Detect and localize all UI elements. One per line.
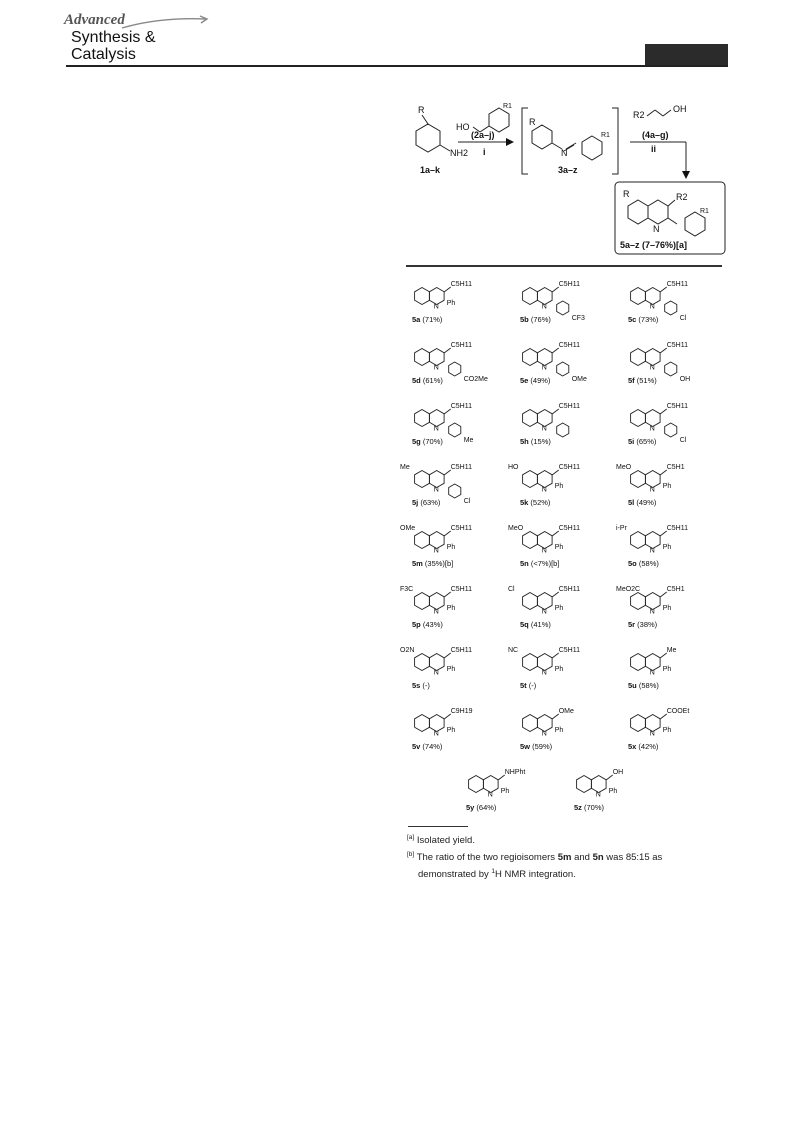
aryl-label: Ph [446, 544, 456, 551]
aniline-R: R [418, 105, 425, 115]
pyridine-ring [537, 654, 552, 671]
pyridine-ring [537, 288, 552, 305]
nitrogen-label: N [541, 364, 547, 372]
benzo-ring [469, 776, 484, 793]
entry-label: 5x (42%) [628, 742, 659, 751]
footnote-b-text4: H NMR integration. [495, 869, 576, 881]
benzo-ring [415, 654, 430, 671]
benzo-ring [523, 654, 538, 671]
footnotes [407, 831, 727, 882]
entry-5x [628, 708, 689, 751]
entry-5e [520, 342, 587, 385]
aryl-substituent: Me [463, 437, 474, 444]
product-N: N [653, 224, 660, 234]
ring-substituent: F3C [400, 586, 414, 593]
pyridine-ring [483, 776, 498, 793]
aryl-label: Ph [662, 544, 672, 551]
chain-label: C5H11 [666, 525, 689, 532]
aryl-label: Ph [662, 666, 672, 673]
header-tab [645, 44, 728, 65]
pyridine-ring [537, 471, 552, 488]
entry-label: 5w (59%) [520, 742, 553, 751]
chain-bond [660, 287, 667, 292]
aryl-label: Ph [554, 483, 564, 490]
pyridine-ring [429, 532, 444, 549]
ring-substituent: OMe [400, 525, 416, 532]
pyridine-ring [429, 349, 444, 366]
journal-logo [64, 12, 204, 62]
chain-bond [552, 653, 559, 658]
entry-label: 5c (73%) [628, 315, 659, 324]
entry-label: 5o (58%) [628, 559, 659, 568]
pyridine-ring [429, 654, 444, 671]
chain-label: C5H11 [450, 281, 473, 288]
ring-substituent: O2N [400, 647, 415, 654]
chain-label: OH [612, 769, 624, 776]
benzo-ring [415, 349, 430, 366]
chain-bond [444, 531, 451, 536]
entry-label: 5i (65%) [628, 437, 657, 446]
nitrogen-label: N [649, 730, 655, 738]
footnote-a-mark: [a] [407, 834, 415, 841]
aryl-ring [665, 301, 677, 315]
entry-label: 5t (-) [520, 681, 537, 690]
benzo-ring [631, 654, 646, 671]
benzo-ring [631, 715, 646, 732]
aryl-label: Ph [500, 788, 510, 795]
nitrogen-label: N [541, 486, 547, 494]
pyridine-ring [429, 288, 444, 305]
ring-substituent: MeO2C [616, 586, 641, 593]
chain-label: C5H11 [558, 586, 581, 593]
chain-bond [444, 470, 451, 475]
chain-label: NHPht [504, 769, 526, 776]
chain-label: OMe [558, 708, 574, 715]
nitrogen-label: N [433, 730, 439, 738]
aryl-substituent: CO2Me [463, 376, 488, 383]
aryl-ring [665, 423, 677, 437]
chain-bond [660, 653, 667, 658]
benzo-ring [523, 471, 538, 488]
aryl-ring [449, 484, 461, 498]
ring-substituent: NC [508, 647, 519, 654]
entry-5a [412, 281, 472, 324]
chain-bond [552, 287, 559, 292]
step-ii: ii [651, 144, 657, 154]
entry-5s [400, 647, 472, 690]
entry-5m [400, 525, 472, 568]
reagent1-R1: R1 [503, 103, 512, 110]
benzo-ring [415, 410, 430, 427]
nitrogen-label: N [649, 486, 655, 494]
chain-label: C5H1 [666, 586, 685, 593]
nitrogen-label: N [649, 364, 655, 372]
benzo-ring [631, 532, 646, 549]
entry-5y [466, 769, 525, 812]
entry-5n [508, 525, 580, 568]
aryl-substituent: Cl [463, 498, 471, 505]
chain-bond [660, 531, 667, 536]
chain-label: C5H11 [558, 647, 581, 654]
entry-label: 5y (64%) [466, 803, 497, 812]
entry-5z [574, 769, 623, 812]
footnote-b-cmpd2: 5n [592, 852, 604, 864]
benzo-ring [631, 471, 646, 488]
entry-5q [508, 586, 580, 629]
chain-label: COOEt [666, 708, 690, 715]
table-rule [406, 265, 722, 267]
benzo-ring [631, 288, 646, 305]
product-structure [628, 200, 705, 236]
aryl-substituent: Cl [679, 437, 687, 444]
pyridine-ring [429, 715, 444, 732]
benzo-ring [577, 776, 592, 793]
chain-label: C5H11 [558, 525, 581, 532]
benzo-ring [415, 532, 430, 549]
entry-label: 5j (63%) [412, 498, 441, 507]
entry-5r [616, 586, 685, 629]
chain-label: C5H11 [450, 525, 473, 532]
footnote-a [407, 831, 727, 848]
imine-R: R [529, 117, 536, 127]
aryl-label: Ph [446, 300, 456, 307]
pyridine-ring [429, 593, 444, 610]
aryl-substituent: Cl [679, 315, 687, 322]
product-R: R [623, 189, 630, 199]
nitrogen-label: N [433, 303, 439, 311]
chain-bond [660, 592, 667, 597]
chain-label: C5H11 [558, 464, 581, 471]
aryl-label: Ph [554, 727, 564, 734]
entry-label: 5z (70%) [574, 803, 605, 812]
aniline-NH2: NH2 [450, 148, 469, 158]
benzo-ring [415, 288, 430, 305]
nitrogen-label: N [595, 791, 601, 799]
entry-label: 5p (43%) [412, 620, 443, 629]
chain-label: C5H11 [450, 647, 473, 654]
aryl-substituent: CF3 [571, 315, 585, 322]
chain-bond [660, 348, 667, 353]
nitrogen-label: N [433, 608, 439, 616]
product-R2: R2 [676, 192, 688, 202]
chain-bond [552, 470, 559, 475]
nitrogen-label: N [649, 425, 655, 433]
aryl-label: Ph [446, 605, 456, 612]
footnote-b-text3: demonstrated by [418, 869, 489, 881]
entry-label: 5k (52%) [520, 498, 551, 507]
benzo-ring [415, 593, 430, 610]
entry-5g [412, 403, 474, 446]
imine-R1: R1 [601, 132, 610, 139]
entry-5j [400, 464, 472, 507]
entry-label: 5u (58%) [628, 681, 659, 690]
footnote-b-mark: [b] [407, 851, 415, 859]
aryl-label: Ph [446, 666, 456, 673]
nitrogen-label: N [541, 425, 547, 433]
benzo-ring [523, 410, 538, 427]
entry-label: 5s (-) [412, 681, 430, 690]
chain-label: C5H11 [666, 342, 689, 349]
entry-label: 5n (<7%)[b] [520, 559, 560, 568]
chain-label: C5H11 [666, 403, 689, 410]
header-rule [66, 65, 728, 67]
chain-label: C5H11 [450, 586, 473, 593]
entry-label: 5d (61%) [412, 376, 443, 385]
aryl-substituent: OMe [571, 376, 587, 383]
benzo-ring [631, 349, 646, 366]
benzo-ring [523, 532, 538, 549]
chain-label: Me [666, 647, 677, 654]
label-5a-z: 5a–z (7–76%)[a] [620, 240, 688, 250]
entry-label: 5v (74%) [412, 742, 443, 751]
pyridine-ring [645, 410, 660, 427]
entry-5l [616, 464, 685, 507]
chain-label: C5H11 [558, 281, 581, 288]
entry-5d [412, 342, 488, 385]
entry-5b [520, 281, 585, 324]
ring-substituent: i-Pr [616, 525, 627, 532]
footnote-b-nmr-sup: 1 [491, 868, 496, 876]
nitrogen-label: N [541, 669, 547, 677]
chain-bond [606, 775, 613, 780]
entry-label: 5q (41%) [520, 620, 551, 629]
nitrogen-label: N [649, 669, 655, 677]
pyridine-ring [429, 410, 444, 427]
chain-bond [444, 653, 451, 658]
pyridine-ring [645, 532, 660, 549]
ring-substituent: MeO [508, 525, 524, 532]
nitrogen-label: N [541, 303, 547, 311]
entry-5h [520, 403, 580, 446]
label-4a-g: (4a–g) [642, 130, 669, 140]
nitrogen-label: N [649, 608, 655, 616]
chain-bond [444, 348, 451, 353]
entry-label: 5b (76%) [520, 315, 551, 324]
chain-bond [552, 592, 559, 597]
entry-5o [616, 525, 688, 568]
alcohol-4-structure [647, 110, 671, 116]
entry-label: 5h (15%) [520, 437, 551, 446]
aryl-ring [449, 423, 461, 437]
nitrogen-label: N [433, 669, 439, 677]
entry-5f [628, 342, 690, 385]
chain-bond [660, 714, 667, 719]
aryl-label: Ph [554, 544, 564, 551]
aryl-label: Ph [662, 483, 672, 490]
nitrogen-label: N [433, 547, 439, 555]
step-i: i [483, 147, 486, 157]
aryl-label: Ph [446, 727, 456, 734]
nitrogen-label: N [541, 730, 547, 738]
entry-label: 5e (49%) [520, 376, 551, 385]
pyridine-ring [645, 288, 660, 305]
benzo-ring [415, 471, 430, 488]
footnote-rule [408, 826, 468, 827]
chain-label: C5H11 [450, 464, 473, 471]
entry-5w [520, 708, 574, 751]
footnote-b [407, 848, 727, 882]
benzo-ring [523, 349, 538, 366]
aryl-substituent: OH [679, 376, 691, 383]
benzyl-alcohol-structure [473, 108, 509, 132]
footnote-b-text1: The ratio of the two regioisomers [416, 852, 556, 864]
label-1a-k: 1a–k [420, 165, 441, 175]
imine-N: N [561, 148, 568, 158]
entry-5t [508, 647, 580, 690]
entry-5i [628, 403, 688, 446]
pyridine-ring [645, 593, 660, 610]
benzo-ring [631, 593, 646, 610]
ring-substituent: HO [508, 464, 519, 471]
footnote-b-text2: was 85:15 as [606, 852, 663, 864]
ring-substituent: Cl [508, 586, 515, 593]
pyridine-ring [645, 349, 660, 366]
entry-5k [508, 464, 580, 507]
entry-label: 5m (35%)[b] [412, 559, 454, 568]
product-R1: R1 [700, 208, 709, 215]
benzo-ring [523, 715, 538, 732]
pyridine-ring [537, 532, 552, 549]
entry-label: 5f (51%) [628, 376, 657, 385]
label-3a-z: 3a–z [558, 165, 578, 175]
benzo-ring [631, 410, 646, 427]
chain-bond [552, 409, 559, 414]
entry-label: 5r (38%) [628, 620, 658, 629]
nitrogen-label: N [541, 608, 547, 616]
ring-substituent: Me [400, 464, 410, 471]
nitrogen-label: N [649, 547, 655, 555]
chain-label: C5H11 [558, 342, 581, 349]
aryl-label: Ph [554, 605, 564, 612]
aniline-structure [416, 115, 450, 152]
entry-5p [400, 586, 472, 629]
chain-label: C5H11 [450, 342, 473, 349]
reagent1-HO: HO [456, 122, 470, 132]
chain-bond [498, 775, 505, 780]
nitrogen-label: N [487, 791, 493, 799]
nitrogen-label: N [433, 364, 439, 372]
pyridine-ring [645, 654, 660, 671]
alcohol-R2: R2 [633, 110, 645, 120]
chain-bond [660, 470, 667, 475]
chain-label: C5H11 [450, 403, 473, 410]
aryl-label: Ph [554, 666, 564, 673]
pyridine-ring [429, 471, 444, 488]
product-entries [400, 270, 730, 820]
chain-bond [444, 409, 451, 414]
pyridine-ring [537, 410, 552, 427]
pyridine-ring [645, 715, 660, 732]
pyridine-ring [645, 471, 660, 488]
chain-label: C5H11 [558, 403, 581, 410]
chain-label: C5H1 [666, 464, 685, 471]
nitrogen-label: N [541, 547, 547, 555]
benzo-ring [523, 593, 538, 610]
benzo-ring [523, 288, 538, 305]
chain-bond [444, 592, 451, 597]
entry-label: 5g (70%) [412, 437, 443, 446]
label-2a-j: (2a–j) [471, 130, 495, 140]
pyridine-ring [591, 776, 606, 793]
entry-label: 5a (71%) [412, 315, 443, 324]
chain-bond [552, 714, 559, 719]
footnote-a-text: Isolated yield. [416, 835, 475, 847]
aryl-ring [557, 301, 569, 315]
chain-bond [552, 348, 559, 353]
pyridine-ring [537, 715, 552, 732]
aryl-ring [665, 362, 677, 376]
footnote-b-cmpd1: 5m [557, 852, 572, 864]
entry-5u [628, 647, 677, 690]
journal-name-line2: Synthesis & [71, 29, 156, 46]
chain-bond [660, 409, 667, 414]
chain-label: C5H11 [666, 281, 689, 288]
pyridine-ring [537, 593, 552, 610]
aryl-ring [557, 423, 569, 437]
journal-name-line1: Advanced [64, 12, 125, 28]
aryl-ring [557, 362, 569, 376]
chain-bond [552, 531, 559, 536]
nitrogen-label: N [433, 425, 439, 433]
alcohol-OH: OH [673, 104, 687, 114]
aryl-label: Ph [608, 788, 618, 795]
reaction-scheme [400, 100, 730, 260]
chain-bond [444, 714, 451, 719]
footnote-b-and: and [574, 852, 590, 864]
nitrogen-label: N [649, 303, 655, 311]
entry-5v [412, 708, 473, 751]
chain-label: C9H19 [450, 708, 473, 715]
entry-5c [628, 281, 688, 324]
aryl-label: Ph [662, 727, 672, 734]
aryl-ring [449, 362, 461, 376]
entry-label: 5l (49%) [628, 498, 657, 507]
chain-bond [444, 287, 451, 292]
aryl-label: Ph [662, 605, 672, 612]
journal-name-line3: Catalysis [71, 46, 136, 63]
benzo-ring [415, 715, 430, 732]
pyridine-ring [537, 349, 552, 366]
ring-substituent: MeO [616, 464, 632, 471]
nitrogen-label: N [433, 486, 439, 494]
